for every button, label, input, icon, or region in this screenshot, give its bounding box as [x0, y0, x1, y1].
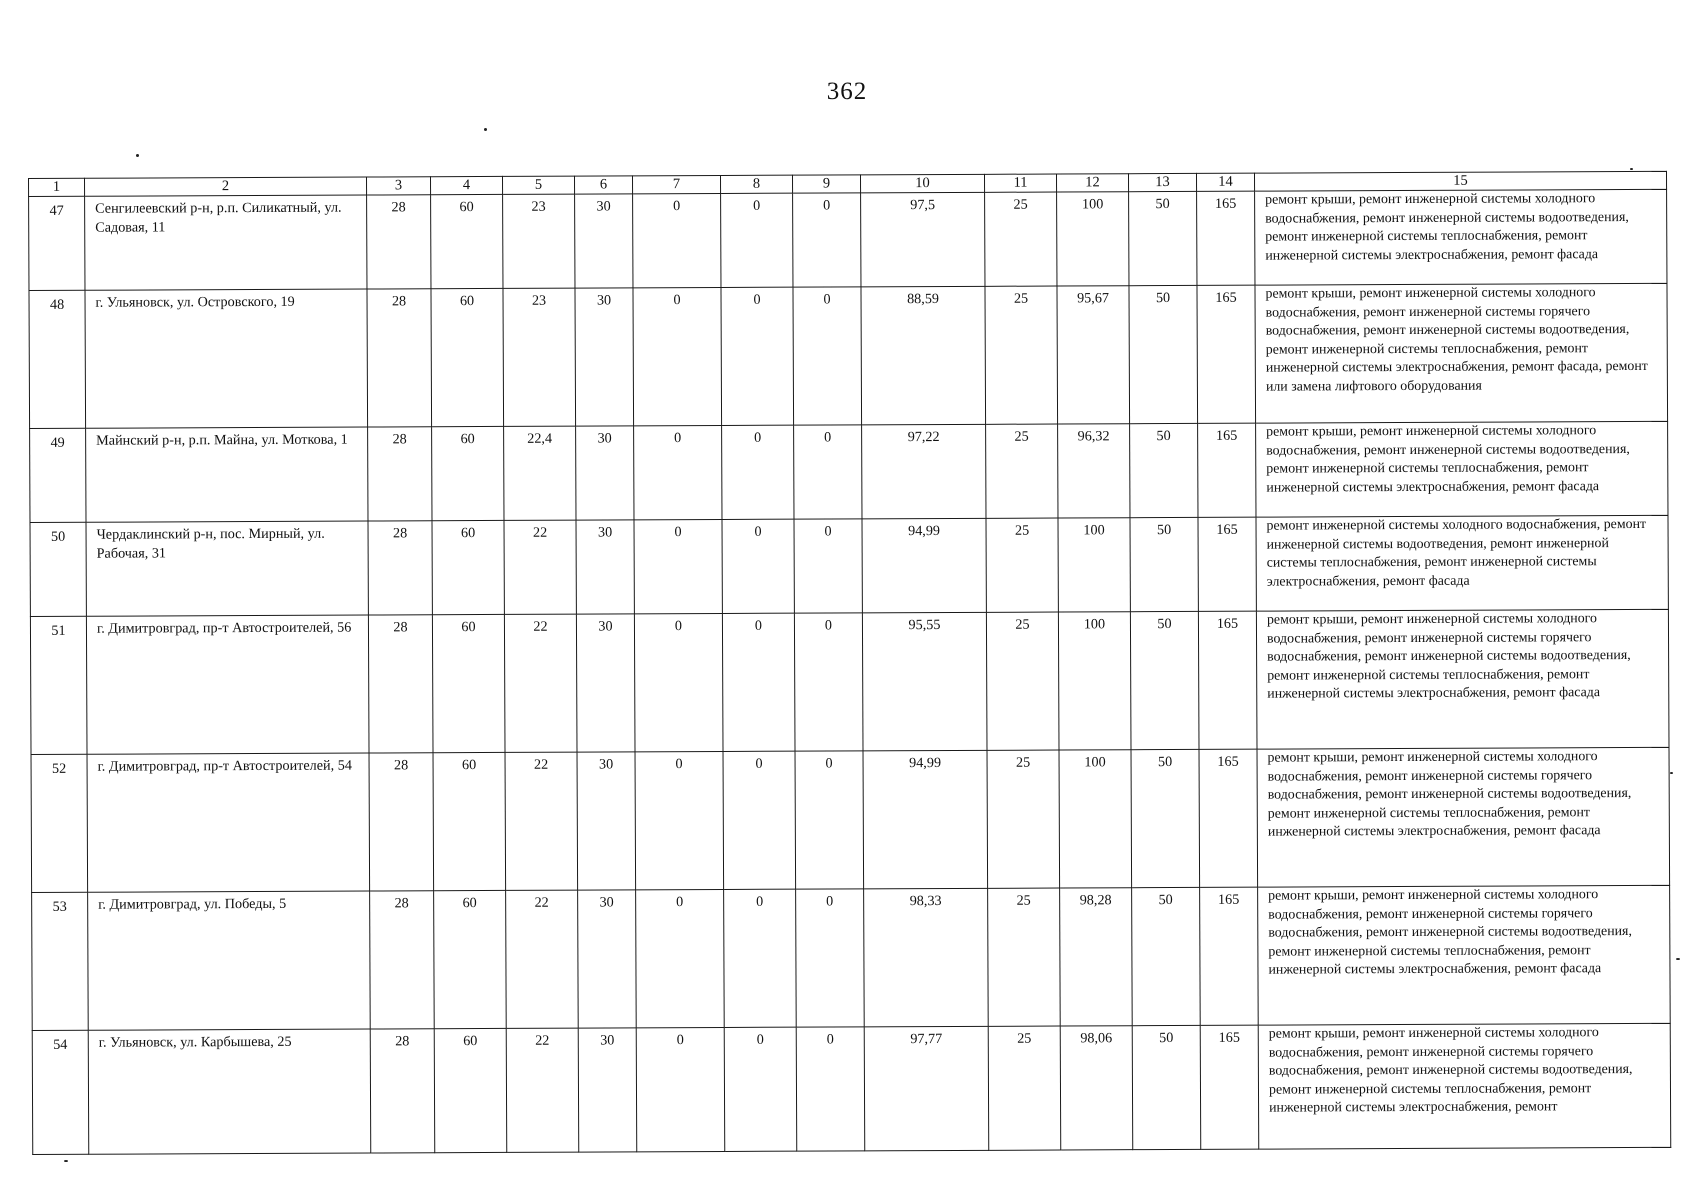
- row-index-cell: 47: [29, 196, 85, 290]
- table-cell: 0: [793, 193, 861, 287]
- table-cell: 0: [635, 751, 724, 889]
- table-cell: 0: [794, 425, 862, 519]
- table-cell: 28: [368, 521, 432, 615]
- table-cell: 60: [434, 1028, 507, 1152]
- table-cell: 0: [633, 287, 722, 425]
- table-cell: 50: [1130, 517, 1198, 611]
- column-header: 5: [502, 176, 574, 194]
- row-index-cell: 48: [29, 290, 86, 428]
- table-cell: 98,06: [1060, 1026, 1133, 1150]
- table-cell: 165: [1198, 423, 1256, 517]
- table-row: [32, 1023, 1671, 1154]
- table-cell: 28: [367, 195, 431, 289]
- table-cell: 25: [988, 888, 1061, 1026]
- table-cell: 100: [1058, 518, 1130, 612]
- scan-speck: [136, 154, 139, 157]
- table-cell: 0: [794, 519, 862, 613]
- table-cell: 30: [578, 890, 637, 1028]
- table-cell: 97,77: [864, 1026, 989, 1151]
- table-cell: 0: [723, 751, 796, 889]
- table-cell: 50: [1131, 749, 1200, 887]
- table-cell: 22: [506, 890, 579, 1028]
- table-cell: 60: [432, 614, 505, 752]
- column-header: 6: [574, 176, 632, 194]
- page-number: 362: [826, 78, 868, 105]
- row-index-cell: 49: [30, 428, 86, 522]
- table-cell: 50: [1132, 887, 1201, 1025]
- table-body: [29, 189, 1671, 1154]
- works-description-cell: ремонт крыши, ремонт инженерной системы холодного водоснабжения, ремонт инженерной системы горячего водоснабжения, ремонт инженерной системы водоотведения, ремонт инженерной системы теплоснабжения, ремонт инженерной системы электроснабжения, ремонт: [1258, 1023, 1671, 1149]
- table-cell: 0: [796, 889, 865, 1027]
- table-cell: 30: [578, 1028, 637, 1152]
- column-header: 8: [720, 175, 792, 193]
- address-cell: г. Димитровград, пр-т Автостроителей, 54: [87, 753, 370, 892]
- table-cell: 95,67: [1057, 286, 1130, 424]
- table-cell: 30: [576, 520, 634, 614]
- column-header: 2: [85, 177, 367, 196]
- table-row: [32, 885, 1671, 1030]
- column-header: 9: [792, 175, 860, 193]
- table-cell: 98,33: [864, 888, 989, 1027]
- table-cell: 25: [985, 286, 1058, 424]
- address-cell: Сенгилеевский р-н, р.п. Силикатный, ул. Садовая, 11: [85, 195, 367, 290]
- table-cell: 165: [1198, 611, 1257, 749]
- table-cell: 28: [369, 753, 434, 891]
- table-cell: 60: [431, 288, 504, 426]
- address-cell: г. Ульяновск, ул. Карбышева, 25: [88, 1029, 371, 1154]
- table-cell: 28: [367, 289, 432, 427]
- table-cell: 94,99: [862, 518, 986, 613]
- table-cell: 96,32: [1058, 424, 1130, 518]
- table-cell: 25: [986, 518, 1058, 612]
- table-cell: 100: [1059, 750, 1132, 888]
- table-cell: 50: [1130, 611, 1199, 749]
- table-cell: 25: [985, 192, 1057, 286]
- table-cell: 30: [575, 194, 633, 288]
- table-cell: 98,28: [1060, 888, 1133, 1026]
- table-cell: 25: [986, 612, 1059, 750]
- table-cell: 28: [370, 1029, 435, 1153]
- row-index-cell: 54: [32, 1030, 89, 1154]
- table-cell: 0: [793, 287, 862, 425]
- table-cell: 50: [1132, 1025, 1201, 1149]
- table-cell: 97,5: [861, 192, 985, 287]
- table-cell: 22,4: [504, 426, 576, 520]
- address-cell: г. Димитровград, пр-т Автостроителей, 56: [86, 615, 369, 754]
- table-cell: 0: [722, 425, 794, 519]
- table-cell: 60: [434, 890, 507, 1028]
- column-header: 13: [1128, 173, 1196, 191]
- table-cell: 165: [1197, 285, 1256, 423]
- works-description-cell: ремонт крыши, ремонт инженерной системы холодного водоснабжения, ремонт инженерной системы горячего водоснабжения, ремонт инженерной системы водоотведения, ремонт инженерной системы теплоснабжения, ремонт инженерной системы электроснабжения, ремонт фасада: [1257, 747, 1670, 887]
- table-cell: 0: [722, 613, 795, 751]
- column-header: 11: [984, 174, 1056, 192]
- data-table: [28, 171, 1671, 1155]
- table-cell: 97,22: [862, 424, 986, 519]
- table-cell: 25: [988, 1026, 1061, 1150]
- column-header: 3: [366, 177, 430, 195]
- table-cell: 165: [1200, 887, 1259, 1025]
- table-cell: 0: [721, 287, 794, 425]
- table-cell: 0: [634, 519, 722, 613]
- works-description-cell: ремонт инженерной системы холодного водоснабжения, ремонт инженерной системы водоотведения, ремонт инженерной системы теплоснабжения, ремонт инженерной системы электроснабжения, ремонт фасада: [1256, 515, 1668, 611]
- table-cell: 0: [722, 519, 794, 613]
- table-cell: 0: [721, 193, 793, 287]
- table-cell: 0: [724, 889, 797, 1027]
- column-header: 1: [29, 178, 85, 196]
- column-header: 10: [860, 174, 984, 193]
- scan-speck: [1670, 772, 1673, 774]
- row-index-cell: 53: [32, 892, 89, 1030]
- table-cell: 22: [505, 752, 578, 890]
- table-cell: 50: [1130, 423, 1198, 517]
- works-description-cell: ремонт крыши, ремонт инженерной системы холодного водоснабжения, ремонт инженерной системы водоотведения, ремонт инженерной системы теплоснабжения, ремонт инженерной системы электроснабжения, ремонт фасада: [1256, 421, 1668, 517]
- table-cell: 28: [368, 615, 433, 753]
- works-description-cell: ремонт крыши, ремонт инженерной системы холодного водоснабжения, ремонт инженерной системы горячего водоснабжения, ремонт инженерной системы водоотведения, ремонт инженерной системы теплоснабжения, ремонт инженерной системы электроснабжения, ремонт фасада: [1258, 885, 1671, 1025]
- table-cell: 25: [986, 424, 1058, 518]
- table-cell: 165: [1199, 749, 1258, 887]
- column-header: 7: [632, 175, 720, 193]
- table-cell: 100: [1057, 192, 1129, 286]
- table-cell: 0: [634, 425, 722, 519]
- works-description-cell: ремонт крыши, ремонт инженерной системы холодного водоснабжения, ремонт инженерной системы горячего водоснабжения, ремонт инженерной системы водоотведения, ремонт инженерной системы теплоснабжения, ремонт инженерной системы электроснабжения, ремонт фасада: [1256, 609, 1669, 749]
- scan-speck: [484, 128, 487, 131]
- column-header: 15: [1254, 171, 1666, 191]
- table-row: [30, 515, 1668, 616]
- column-header: 14: [1196, 173, 1254, 191]
- table-cell: 22: [506, 1028, 579, 1152]
- row-index-cell: 51: [30, 616, 87, 754]
- table-cell: 50: [1129, 191, 1197, 285]
- table-cell: 22: [504, 520, 576, 614]
- table-row: [29, 283, 1668, 428]
- works-description-cell: ремонт крыши, ремонт инженерной системы холодного водоснабжения, ремонт инженерной системы горячего водоснабжения, ремонт инженерной системы водоотведения, ремонт инженерной системы теплоснабжения, ремонт инженерной системы электроснабжения, ремонт фасада, ремонт или замена лифтового оборудования: [1255, 283, 1668, 423]
- scan-speck: [64, 1160, 68, 1162]
- address-cell: г. Димитровград, ул. Победы, 5: [88, 891, 371, 1030]
- table-cell: 60: [432, 520, 504, 614]
- table-cell: 0: [794, 613, 863, 751]
- table-cell: 0: [634, 613, 723, 751]
- table-cell: 30: [577, 752, 636, 890]
- row-index-cell: 52: [31, 754, 88, 892]
- table-cell: 0: [636, 889, 725, 1027]
- column-header: 4: [430, 176, 502, 194]
- table-cell: 25: [987, 750, 1060, 888]
- table-cell: 23: [503, 288, 576, 426]
- table-row: [31, 747, 1670, 892]
- table-row: [30, 609, 1669, 754]
- address-cell: Майнский р-н, р.п. Майна, ул. Моткова, 1: [86, 427, 368, 522]
- table-cell: 30: [576, 426, 634, 520]
- scan-speck: [1630, 168, 1633, 170]
- table-cell: 30: [576, 614, 635, 752]
- table-row: [30, 421, 1668, 522]
- address-cell: г. Ульяновск, ул. Островского, 19: [85, 289, 368, 428]
- table-container: [28, 171, 1670, 1155]
- table-cell: 94,99: [863, 750, 988, 889]
- table-cell: 95,55: [862, 612, 987, 751]
- table-cell: 88,59: [861, 286, 986, 425]
- table-cell: 28: [370, 891, 435, 1029]
- table-cell: 0: [636, 1027, 725, 1151]
- table-cell: 23: [503, 194, 575, 288]
- table-cell: 28: [368, 427, 432, 521]
- row-index-cell: 50: [30, 522, 86, 616]
- table-cell: 50: [1129, 285, 1198, 423]
- table-cell: 0: [633, 193, 721, 287]
- table-cell: 0: [796, 1027, 865, 1151]
- table-cell: 0: [795, 751, 864, 889]
- scan-speck: [1676, 958, 1680, 960]
- table-cell: 165: [1200, 1025, 1259, 1149]
- table-cell: 60: [431, 194, 503, 288]
- table-cell: 30: [575, 288, 634, 426]
- column-header: 12: [1056, 174, 1128, 192]
- address-cell: Чердаклинский р-н, пос. Мирный, ул. Рабочая, 31: [86, 521, 368, 616]
- table-cell: 165: [1198, 517, 1256, 611]
- table-cell: 60: [432, 426, 504, 520]
- table-cell: 22: [504, 614, 577, 752]
- table-cell: 165: [1197, 191, 1255, 285]
- table-cell: 60: [433, 752, 506, 890]
- table-cell: 100: [1058, 612, 1131, 750]
- table-row: [29, 189, 1667, 290]
- works-description-cell: ремонт крыши, ремонт инженерной системы холодного водоснабжения, ремонт инженерной системы водоотведения, ремонт инженерной системы теплоснабжения, ремонт инженерной системы электроснабжения, ремонт фасада: [1255, 189, 1667, 285]
- table-cell: 0: [724, 1027, 797, 1151]
